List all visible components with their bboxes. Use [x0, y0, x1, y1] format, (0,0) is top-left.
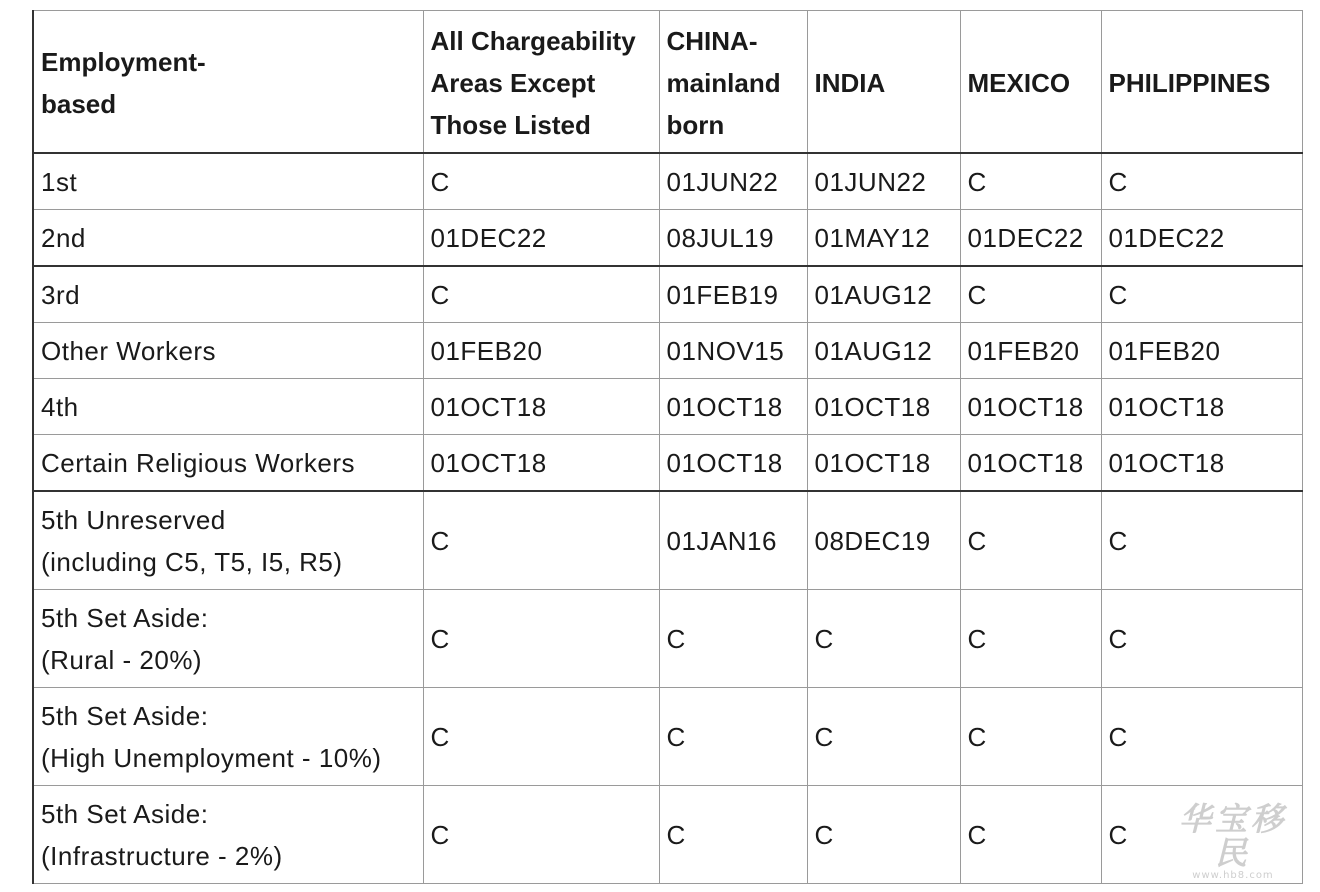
table-row: [33, 153, 1302, 210]
row-label: Certain Religious Workers: [33, 435, 423, 492]
table-cell: 01FEB20: [423, 323, 659, 379]
table-cell: C: [807, 688, 960, 786]
watermark-url: www.hb8.com: [1192, 870, 1274, 881]
table-cell: 08JUL19: [659, 210, 807, 267]
row-label: 3rd: [33, 266, 423, 323]
table-cell: C: [807, 590, 960, 688]
table-cell: C: [423, 153, 659, 210]
table-cell: C: [1101, 688, 1302, 786]
table-cell: 01NOV15: [659, 323, 807, 379]
table-cell: 01OCT18: [423, 379, 659, 435]
table-cell: C: [423, 786, 659, 884]
row-label: 5th Set Aside: (High Unemployment - 10%): [33, 688, 423, 786]
table-cell: 01JAN16: [659, 491, 807, 590]
watermark-logo: [1168, 802, 1298, 882]
row-label: 4th: [33, 379, 423, 435]
table-row: [33, 590, 1302, 688]
table-cell: 01OCT18: [659, 379, 807, 435]
table-cell: C: [960, 153, 1101, 210]
table-cell: 01OCT18: [1101, 435, 1302, 492]
table-cell: 01OCT18: [659, 435, 807, 492]
table-cell: C: [1101, 266, 1302, 323]
table-cell: 01FEB20: [1101, 323, 1302, 379]
table-cell: C: [1101, 590, 1302, 688]
table-cell: C: [960, 786, 1101, 884]
table-cell: C: [960, 266, 1101, 323]
row-label: 5th Set Aside: (Rural - 20%): [33, 590, 423, 688]
header-employment-based: Employment- based: [33, 11, 423, 154]
header-india: INDIA: [807, 11, 960, 154]
row-label: 5th Unreserved (including C5, T5, I5, R5): [33, 491, 423, 590]
table-cell: 01JUN22: [807, 153, 960, 210]
row-label: 1st: [33, 153, 423, 210]
row-label: 2nd: [33, 210, 423, 267]
table-row: [33, 266, 1302, 323]
row-label: Other Workers: [33, 323, 423, 379]
table-cell: 01OCT18: [423, 435, 659, 492]
table-cell: 01OCT18: [960, 435, 1101, 492]
table-cell: 01JUN22: [659, 153, 807, 210]
header-philippines: PHILIPPINES: [1101, 11, 1302, 154]
table-cell: C: [423, 688, 659, 786]
table-cell: C: [423, 590, 659, 688]
row-label: 5th Set Aside: (Infrastructure - 2%): [33, 786, 423, 884]
table-cell: 01DEC22: [960, 210, 1101, 267]
table-cell: C: [1101, 491, 1302, 590]
table-cell: 01MAY12: [807, 210, 960, 267]
table-cell: C: [423, 266, 659, 323]
table-row: [33, 435, 1302, 492]
table-cell: C: [1101, 153, 1302, 210]
table-cell: 08DEC19: [807, 491, 960, 590]
table-cell: 01OCT18: [807, 379, 960, 435]
table-cell: C: [1101, 786, 1302, 884]
table-cell: C: [659, 786, 807, 884]
table-cell: 01OCT18: [960, 379, 1101, 435]
table-row: [33, 786, 1302, 884]
header-row: [33, 11, 1302, 154]
watermark-logo-text: 华宝移民: [1178, 800, 1287, 872]
table-row: [33, 379, 1302, 435]
header-china: CHINA- mainland born: [659, 11, 807, 154]
table-cell: C: [960, 590, 1101, 688]
header-all-chargeability: All Chargeability Areas Except Those Listed: [423, 11, 659, 154]
table-cell: 01DEC22: [1101, 210, 1302, 267]
table-cell: C: [423, 491, 659, 590]
table-cell: C: [659, 688, 807, 786]
table-cell: 01AUG12: [807, 323, 960, 379]
table-cell: 01FEB19: [659, 266, 807, 323]
table-cell: 01FEB20: [960, 323, 1101, 379]
table-row: [33, 323, 1302, 379]
table-cell: C: [960, 688, 1101, 786]
table-cell: C: [960, 491, 1101, 590]
visa-bulletin-table: [32, 10, 1303, 884]
table-row: [33, 688, 1302, 786]
table-cell: 01AUG12: [807, 266, 960, 323]
table-cell: 01OCT18: [807, 435, 960, 492]
table-row: [33, 491, 1302, 590]
table-cell: 01DEC22: [423, 210, 659, 267]
header-mexico: MEXICO: [960, 11, 1101, 154]
table-cell: 01OCT18: [1101, 379, 1302, 435]
table-cell: C: [807, 786, 960, 884]
table-row: [33, 210, 1302, 267]
table-cell: C: [659, 590, 807, 688]
